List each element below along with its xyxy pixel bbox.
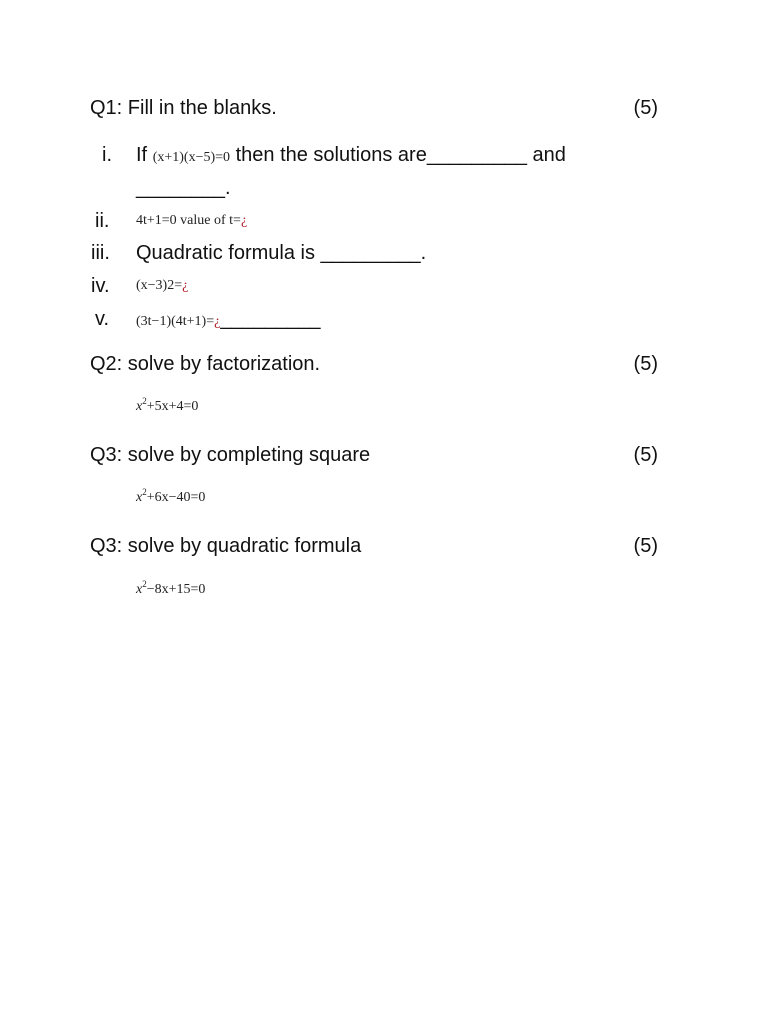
equation-variable: x [136, 490, 143, 505]
garbled-glyph: ¿ [182, 278, 189, 293]
question-2-equation [136, 396, 198, 415]
question-3a-header [90, 443, 658, 467]
item-expression: (x+1)(x−5)=0 [152, 150, 231, 165]
equation-rest: +5x+4=0 [146, 399, 199, 414]
equation-exponent: 2 [142, 487, 147, 497]
equation-rest: −8x+15=0 [146, 582, 206, 597]
garbled-glyph: ¿ [240, 213, 248, 228]
question-3a-equation [136, 487, 205, 506]
question-3a-title: Q3: solve by completing square [90, 444, 371, 466]
item-number: iv. [91, 275, 110, 297]
item-text-if: If [136, 144, 148, 166]
equation-exponent: 2 [142, 396, 147, 406]
equation-rest: +6x−40=0 [146, 490, 206, 505]
item-number: ii. [95, 210, 110, 232]
expression-text: (x−3)2= [136, 278, 183, 293]
equation-exponent: 2 [142, 579, 147, 589]
expression-text: 4t+1=0 value of t= [136, 213, 241, 228]
item-body [136, 143, 566, 170]
question-3b-marks: (5) [633, 535, 658, 557]
equation-variable: x [136, 399, 143, 414]
item-text: Quadratic formula is _________. [136, 242, 427, 264]
question-3b-title: Q3: solve by quadratic formula [90, 535, 362, 557]
item-number: iii. [91, 242, 110, 264]
item-text-then: then the solutions are_________ and [235, 144, 566, 166]
item-number: v. [95, 308, 110, 330]
question-2-title: Q2: solve by factorization. [90, 353, 321, 375]
question-2-header [90, 352, 658, 376]
equation-variable: x [136, 582, 143, 597]
garbled-glyph: ¿ [214, 314, 221, 329]
question-1-title: Q1: Fill in the blanks. [90, 97, 277, 119]
item-body [136, 307, 320, 334]
question-3b-equation [136, 579, 205, 598]
item-text-line2: ________. [136, 177, 231, 199]
question-1-header [90, 96, 658, 120]
question-3b-header [90, 534, 658, 558]
item-number: i. [102, 144, 112, 166]
question-2-marks: (5) [633, 353, 658, 375]
answer-blank: _________ [220, 308, 321, 330]
expression-text: (3t−1)(4t+1)= [136, 314, 215, 329]
item-expression [136, 209, 247, 233]
question-1-marks: (5) [633, 97, 658, 119]
item-expression [136, 274, 188, 298]
question-3a-marks: (5) [633, 444, 658, 466]
